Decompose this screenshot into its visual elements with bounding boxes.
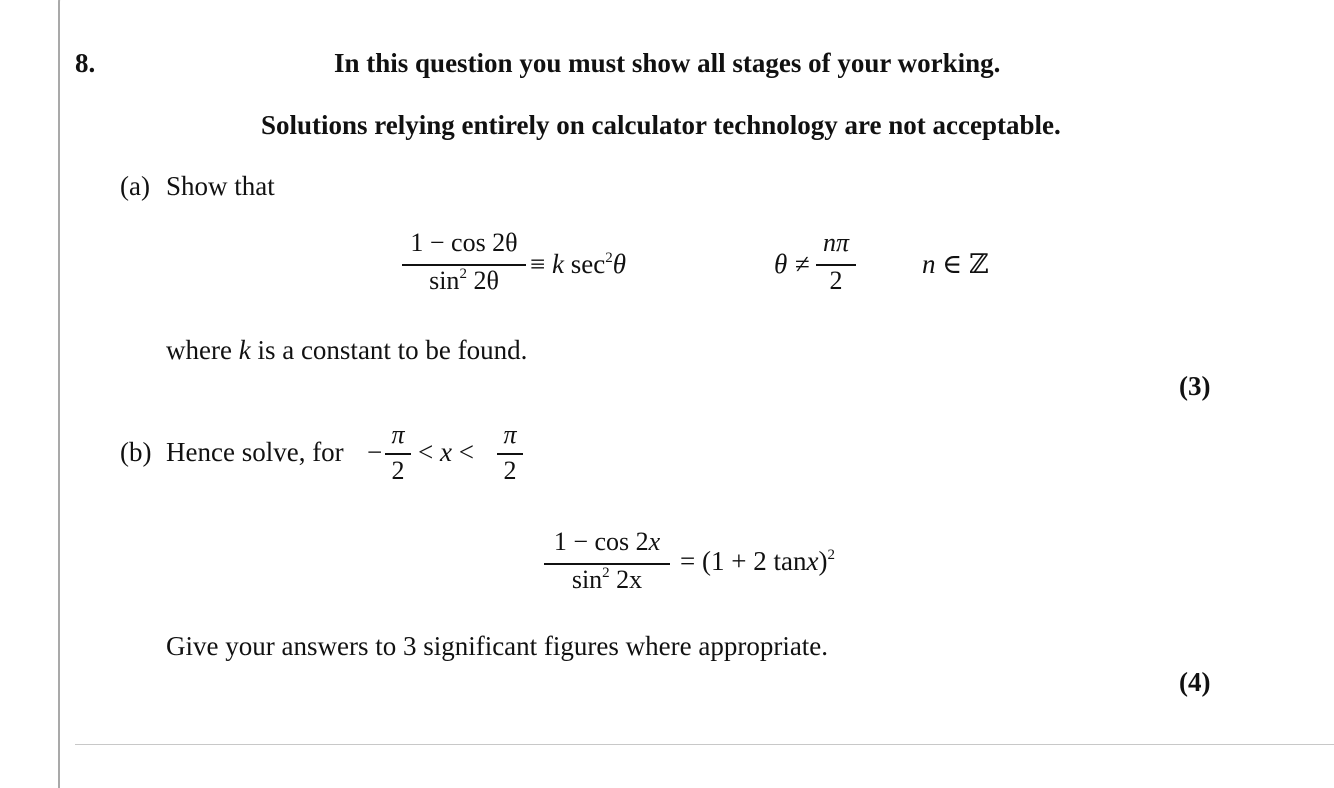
instruction-show-working: In this question you must show all stages of your working. [334, 48, 1001, 78]
range-lower-two: 2 [391, 456, 405, 485]
condition-denominator: 2 [829, 266, 843, 295]
identity-denominator: $\sin^2 2\theta$ [429, 266, 499, 295]
range-lower-pi: π [391, 420, 405, 449]
equation-denominator: $\sin^2 2x$ [571, 565, 643, 594]
range-upper-two: 2 [503, 456, 517, 485]
condition-numerator: nπ [822, 228, 850, 257]
answer-instruction: Give your answers to 3 significant figures where appropriate. [166, 631, 829, 661]
condition-theta: θ [774, 249, 788, 279]
identity-numerator: 1 − cos 2θ [410, 228, 518, 257]
part-b-label: (b) [120, 437, 152, 467]
range-upper-bar [497, 453, 523, 455]
equation-numerator: 1 − cos 2x [553, 527, 661, 556]
range-lower-bar [385, 453, 411, 455]
identity-fraction [402, 228, 526, 298]
range-lower-fraction [385, 420, 411, 490]
part-a-where: where k is a constant to be found. [166, 335, 528, 365]
range-upper-pi: π [503, 420, 517, 449]
condition-fraction [816, 228, 856, 298]
range-inequality: < x < [418, 437, 474, 467]
divider [75, 744, 1334, 745]
range-minus: − [367, 437, 383, 467]
part-a-label: (a) [120, 171, 150, 201]
instruction-no-calculator: Solutions relying entirely on calculator technology are not acceptable. [261, 110, 1061, 140]
part-a-marks: (3) [1179, 371, 1211, 401]
part-b-marks: (4) [1179, 667, 1211, 697]
part-a-prompt: Show that [166, 171, 275, 201]
identity-rhs: ≡ k $\sec^2\theta$ [530, 249, 626, 279]
question-number: 8. [75, 48, 96, 78]
range-upper-fraction [497, 420, 523, 490]
equation-rhs: = (1 + 2 tanx)$^2$ [680, 546, 835, 576]
condition-neq: ≠ [795, 249, 810, 279]
condition-set: n ∈ ℤ [922, 249, 989, 279]
part-b-prompt: Hence solve, for [166, 437, 344, 467]
equation-fraction [544, 527, 670, 597]
